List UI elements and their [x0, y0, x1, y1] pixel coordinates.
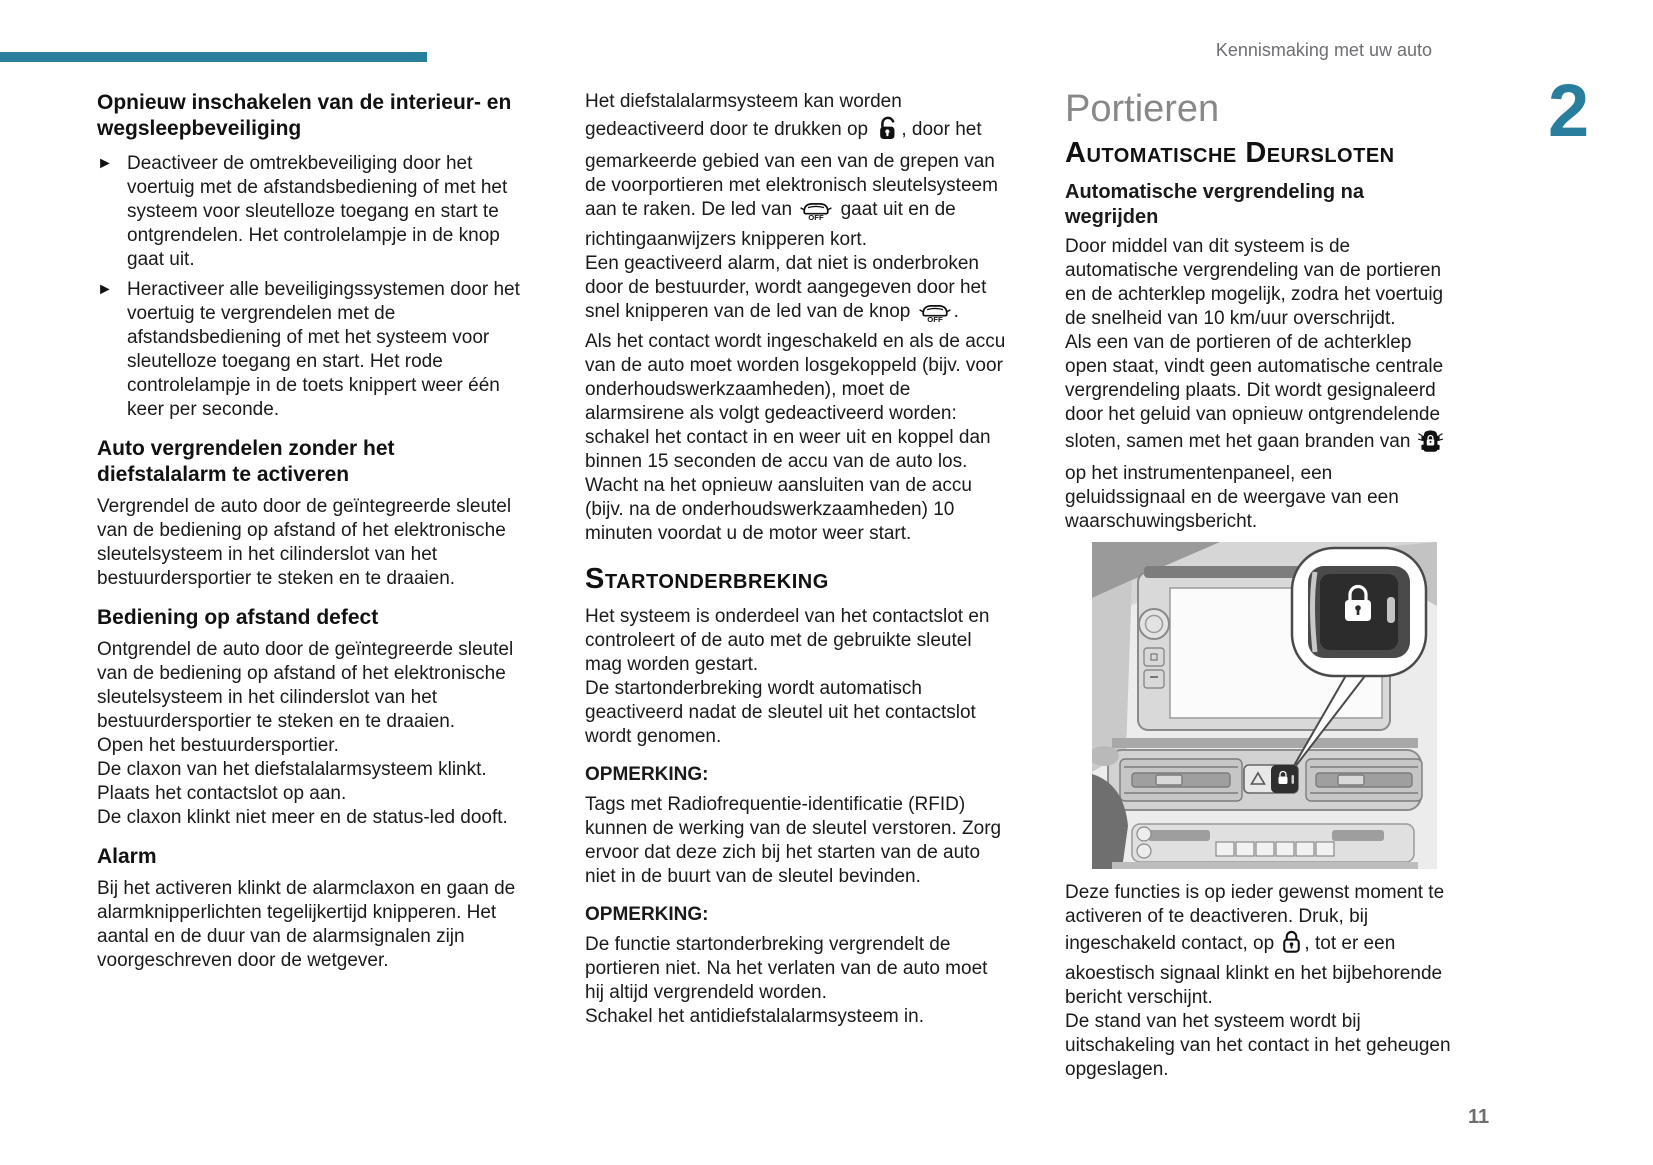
text-segment: Door middel van dit systeem is de automatische vergrendeling van de portieren en de achterklep mogelijk, zodra het voertuig de snelheid van 10 km/uur overschrijdt. Als een van de portieren of de achterklep open staat, vindt geen automatische centrale vergrendeling plaats. Dit wordt gesignaleerd door het geluid van opnieuw ontgrendelende sloten, samen met het gaan branden van — [1065, 236, 1444, 452]
text-segment: op het instrumentenpaneel, een geluidssignaal en de weergave van een waarschuwingsbericht. — [1065, 463, 1399, 532]
note-text: De functie startonderbreking vergrendelt de portieren niet. Na het verlaten van de auto moet hij altijd vergrendeld worden. Schakel het antidiefstalalarmsysteem in. — [585, 934, 988, 1027]
list-item — [97, 278, 525, 422]
chapter-number: 2 — [1548, 69, 1590, 152]
text-segment: Deze functies is op ieder gewenst moment te activeren of te deactiveren. Druk, bij ingeschakeld contact, op — [1065, 882, 1445, 954]
svg-text:OFF: OFF — [926, 315, 943, 323]
heading-auto-locking-driveoff: Automatische vergrendeling na wegrijden — [1065, 181, 1364, 228]
text-segment: , door het gemarkeerde gebied van een van de grepen van de voorportieren met elektronisch sleutelsysteem aan te raken. De led van — [585, 119, 998, 220]
arrow-bullet-icon: ► — [97, 155, 113, 172]
heading-lock-without-alarm: Auto vergrendelen zonder het diefstalalarm te activeren — [97, 437, 395, 486]
paragraph: Bij het activeren klinkt de alarmclaxon en gaan de alarmknipperlichten tegelijkertijd knipperen. Het aantal en de duur van de alarmsignalen zijn voorgeschreven door de wetgever. — [97, 878, 516, 971]
note-text: Tags met Radiofrequentie-identificatie (RFID) kunnen de werking van de sleutel verstoren. Zorg ervoor dat deze zich bij het starten van de auto niet in de buurt van de sleutel bevinden. — [585, 794, 1002, 887]
car-alarm-off-icon — [918, 301, 952, 330]
text-segment: gaat uit en de richtingaanwijzers knipperen kort. Een geactiveerd alarm, dat niet is onderbroken door de bestuurder, wordt aangegeven door het snel knipperen van de led van de knop — [585, 199, 987, 322]
svg-text:OFF: OFF — [808, 213, 825, 221]
column-2 — [585, 90, 1007, 1031]
dashboard-central-locking-button-illustration — [1092, 542, 1437, 869]
text-segment: Het diefstalalarmsysteem kan worden gedeactiveerd door te drukken op — [585, 91, 902, 140]
column-1 — [97, 90, 525, 975]
running-head: Kennismaking met uw auto — [1215, 40, 1432, 60]
instruction-list — [97, 152, 525, 422]
car-alarm-off-icon — [799, 199, 833, 228]
heading-immobiliser: Startonderbreking — [585, 563, 829, 595]
paragraph-auto-locking — [1065, 235, 1451, 534]
closed-padlock-icon — [1281, 929, 1302, 962]
paragraph: Het systeem is onderdeel van het contactslot en controleert of de auto met de gebruikte sleutel mag worden gestart. De startonderbreking wordt automatisch geactiveerd nadat de sleutel uit het contactslot wordt genomen. — [585, 606, 990, 747]
page-title-doors: Portieren — [1065, 88, 1220, 130]
heading-remote-defect: Bediening op afstand defect — [97, 606, 379, 629]
open-padlock-icon — [875, 114, 899, 150]
list-item — [97, 152, 525, 272]
column-3 — [1065, 86, 1451, 1084]
heading-automatic-door-locks: Automatische Deursloten — [1065, 137, 1395, 169]
paragraph: Vergrendel de auto door de geïntegreerde sleutel van de bediening op afstand of het elektronische sleutelsysteem in het cilinderslot van het bestuurdersportier te steken en te draaien. — [97, 496, 512, 589]
paragraph-alarm-deactivate — [585, 90, 1007, 546]
paragraph-activate-deactivate — [1065, 881, 1451, 1082]
list-item-text: Heractiveer alle beveiligingssystemen door het voertuig te vergrendelen met de afstandsbediening of met het systeem voor sleutelloze toegang en start. Het rode controlelampje in de toets knippert weer één keer per seconde. — [127, 279, 520, 420]
heading-reactivate-protection: Opnieuw inschakelen van de interieur- en wegsleepbeveiliging — [97, 91, 512, 140]
text-segment: . Als het contact wordt ingeschakeld en als de accu van de auto moet worden losgekoppeld (bijv. voor onderhoudswerkzaamheden), moet de alarmsirene als volgt gedeactiveerd worden: schakel het contact in en weer uit en koppel dan binnen 15 seconden de accu van de auto los. Wacht na het opnieuw aansluiten van de accu (bijv. na de onderhoudswerkzaamheden) 10 minuten voordat u de motor weer start. — [585, 301, 1006, 544]
text-segment: , tot er een akoestisch signaal klinkt en het bijbehorende bericht verschijnt. De stand van het systeem wordt bij uitschakeling van het contact in het geheugen opgeslagen. — [1065, 933, 1451, 1080]
page-number: 11 — [1468, 1106, 1490, 1128]
note-label: OPMERKING: — [585, 764, 709, 785]
note-label: OPMERKING: — [585, 904, 709, 925]
list-item-text: Deactiveer de omtrekbeveiliging door het voertuig met de afstandsbediening of met het systeem voor sleutelloze toegang en start te ontgrendelen. Het controlelampje in de knop gaat uit. — [127, 153, 508, 270]
paragraph: Ontgrendel de auto door de geïntegreerde sleutel van de bediening op afstand of het elektronische sleutelsysteem in het cilinderslot van het bestuurdersportier te steken en te draaien. Open het bestuurdersportier. De claxon van het diefstalalarmsysteem klinkt. Plaats het contactslot op aan. De claxon klinkt niet meer en de status-led dooft. — [97, 639, 514, 828]
arrow-bullet-icon: ► — [97, 281, 113, 298]
car-central-locking-indicator-icon — [1418, 427, 1443, 462]
heading-alarm: Alarm — [97, 845, 157, 868]
chapter-color-bar — [0, 52, 427, 62]
